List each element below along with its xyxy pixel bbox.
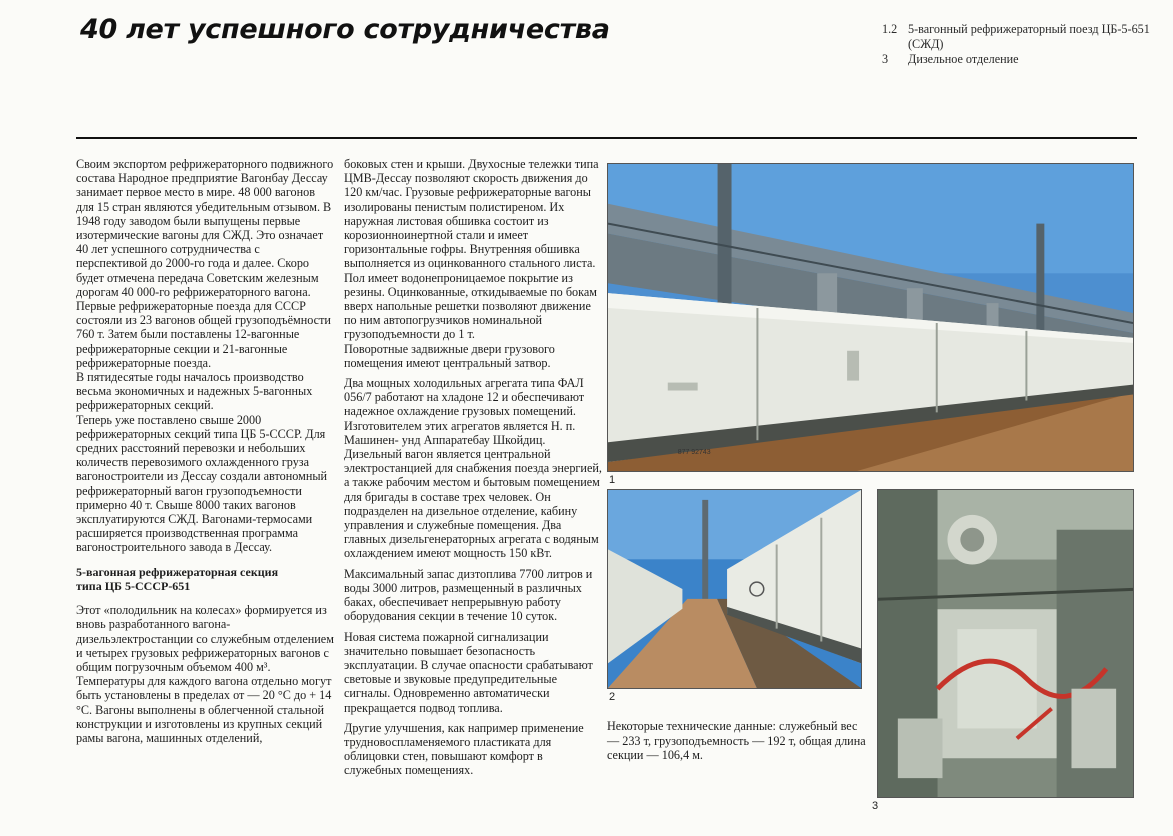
caption-item xyxy=(882,52,1173,67)
section-subheading xyxy=(76,565,334,593)
subheading-line: 5-вагонная рефрижераторная секция xyxy=(76,564,279,579)
horizontal-rule xyxy=(76,137,1137,139)
caption-number: 3 xyxy=(882,52,889,66)
page-title: 40 лет успешного сотрудничества xyxy=(80,14,610,45)
subheading-line: типа ЦБ 5-СССР-651 xyxy=(76,578,191,593)
caption-text: Дизельное отделение xyxy=(908,52,1019,66)
text-column-left xyxy=(76,157,334,745)
wagon-marking: 877 92743 xyxy=(677,449,711,457)
text-column-middle xyxy=(344,157,602,778)
paragraph: боковых стен и крыши. Двухосные тележки типа ЦМВ-Дессау позволяют скорость движения до 120 км/час. Грузовые рефрижераторные вагоны изолированы пенистым полистиреном. Их наружная листовая обшивка состоит из корозионноинертной стали и имеет горизонтальные гофры. Внутренняя обшивка выполняется из оцинкованного стального листа. Пол имеет водонепроницаемое покрытие из резины. Оцинкованные, откидываемые по бокам вверх напольные решетки позволяют движение по ним автопогрузчиков номинальной грузоподъемности до 1 т. xyxy=(344,157,599,342)
paragraph: Другие улучшения, как например применение трудновоспламеняемого пластиката для облицовки стен, повышают комфорт в служебных помещениях. xyxy=(344,720,584,778)
paragraph: Максимальный запас дизтоплива 7700 литров и воды 3000 литров, размещенный в различных баках, обеспечивает непрерывную работу оборудования секции в течение 10 суток. xyxy=(344,566,593,624)
paragraph: Теперь уже поставлено свыше 2000 рефрижераторных секций типа ЦБ 5-СССР. Для средних расстояний перевозки и небольших количеств перевозимого охлажденного груза вагоностроители из Дессау создали автономный рефрижераторный вагон грузоподъемности примерно 40 т. Свыше 8000 таких вагонов эксплуатируются СЖД. Вагонами-термосами расширяется производственная программа вагоностроительного завода в Дессау. xyxy=(76,412,328,555)
photo-diesel-compartment xyxy=(877,489,1134,798)
caption-item xyxy=(882,22,1173,52)
spacer xyxy=(76,555,334,565)
paragraph: Этот «полодильник на колесах» формируется из вновь разработанного вагона-дизельэлектростанции со служебным отделением и четырех грузовых рефрижераторных вагонов с общим погрузочным объемом 400 м³. Температуры для каждого вагона отдельно могут быть установлены в пределах от — 20 °С до + 14 °С. Вагоны выполнены в облегченной стальной конструкции и изготовлены из крупных секций рамы вагона, машинных отделений, xyxy=(76,603,334,745)
photo-number: 3 xyxy=(872,800,879,812)
caption-number: 1.2 xyxy=(882,22,898,36)
photo-captions xyxy=(882,22,1173,67)
spacer xyxy=(76,593,334,603)
paragraph: Новая система пожарной сигнализации значительно повышает безопасность эксплуатации. В случае опасности срабатывают световые и звуковые предупредительные сигналы. Одновременно автоматически прекращается подвод топлива. xyxy=(344,629,593,715)
photo-train-perspective xyxy=(607,489,862,689)
paragraph: Первые рефрижераторные поезда для СССР состояли из 23 вагонов общей грузоподъёмности 760 т. Затем были поставлены 12-вагонные рефрижераторные секции и 21-вагонные рефрижераторные поезда. xyxy=(76,299,331,370)
photo-number: 2 xyxy=(609,691,616,703)
paragraph: В пятидесятые годы началось производство весьма экономичных и надежных 5-вагонных рефрижераторных секций. xyxy=(76,370,313,413)
paragraph: Поворотные задвижные двери грузового помещения имеют центральный затвор. xyxy=(344,341,555,370)
paragraph: Два мощных холодильных агрегата типа ФАЛ 056/7 работают на хладоне 12 и обеспечивают надежное охлаждение грузовых помещений. Изготовителем этих агрегатов является Н. п. Машинен- унд Аппаратебау Шкойдиц. Дизельный вагон является центральной электростанцией для снабжения поезда энергией, а также рабочим местом и бытовым помещением для бригады в составе трех человек. Он подразделен на дизельное отделение, кабину управления и служебные помещения. Два главных дизельгенераторных агрегата с водяным охлаждением имеют мощность 150 кВт. xyxy=(344,376,602,561)
paragraph: Своим экспортом рефрижераторного подвижного состава Народное предприятие Вагонбау Дессау занимает первое место в мире. 48 000 вагонов для 15 стран являются убедительным отзывом. В 1948 году заводом были выпущены первые изотермические вагоны для СЖД. Это означает 40 лет успешного сотрудничества с перспективой до 2000-го года и далее. Скоро будет отмечена передача Советским железным дорогам 40 000-го рефрижераторного вагона. xyxy=(76,157,334,299)
technical-data: Некоторые технические данные: служебный вес — 233 т, грузоподъемность — 192 т, общая длина секции — 106,4 м. xyxy=(607,719,866,762)
photo-refrigerator-train xyxy=(607,163,1134,472)
photo-number: 1 xyxy=(609,474,616,486)
caption-text: 5-вагонный рефрижераторный поезд ЦБ-5-651 (СЖД) xyxy=(908,22,1150,51)
